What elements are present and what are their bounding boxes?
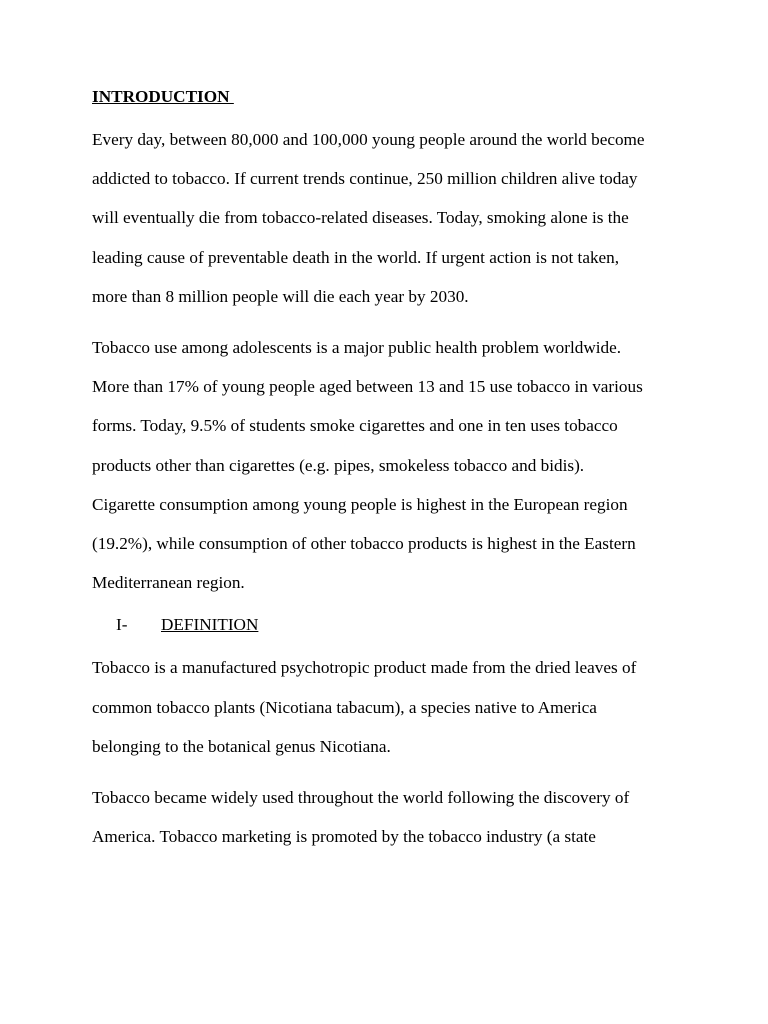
definition-paragraph-1: Tobacco is a manufactured psychotropic product made from the dried leaves of common tobacco plants (Nicotiana tabacum), a species native to America belonging to the botanical genus Nicotiana. [92, 658, 637, 756]
document-body [92, 86, 692, 868]
intro-paragraph-1: Every day, between 80,000 and 100,000 young people around the world become addicted to tobacco. If current trends continue, 250 million children alive today will eventually die from tobacco-related diseases. Today, smoking alone is the leading cause of preventable death in the world. If urgent action is not taken, more than 8 million people will die each year by 2030. [92, 130, 645, 306]
introduction-heading: INTRODUCTION [92, 87, 234, 106]
definition-paragraph-2: Tobacco became widely used throughout the world following the discovery of America. Tobacco marketing is promoted by the tobacco industry (a state [92, 788, 630, 847]
section-number: I- [116, 615, 128, 635]
section-heading-definition [92, 614, 692, 636]
intro-paragraph-2: Tobacco use among adolescents is a major public health problem worldwide. More than 17% of young people aged between 13 and 15 use tobacco in various forms. Today, 9.5% of students smoke cigarettes and one in ten uses tobacco products other than cigarettes (e.g. pipes, smokeless tobacco and bidis). Cigarette consumption among young people is highest in the European region (19.2%), while consumption of other tobacco products is highest in the Eastern Mediterranean region. [92, 338, 643, 593]
section-title: DEFINITION [161, 615, 259, 635]
